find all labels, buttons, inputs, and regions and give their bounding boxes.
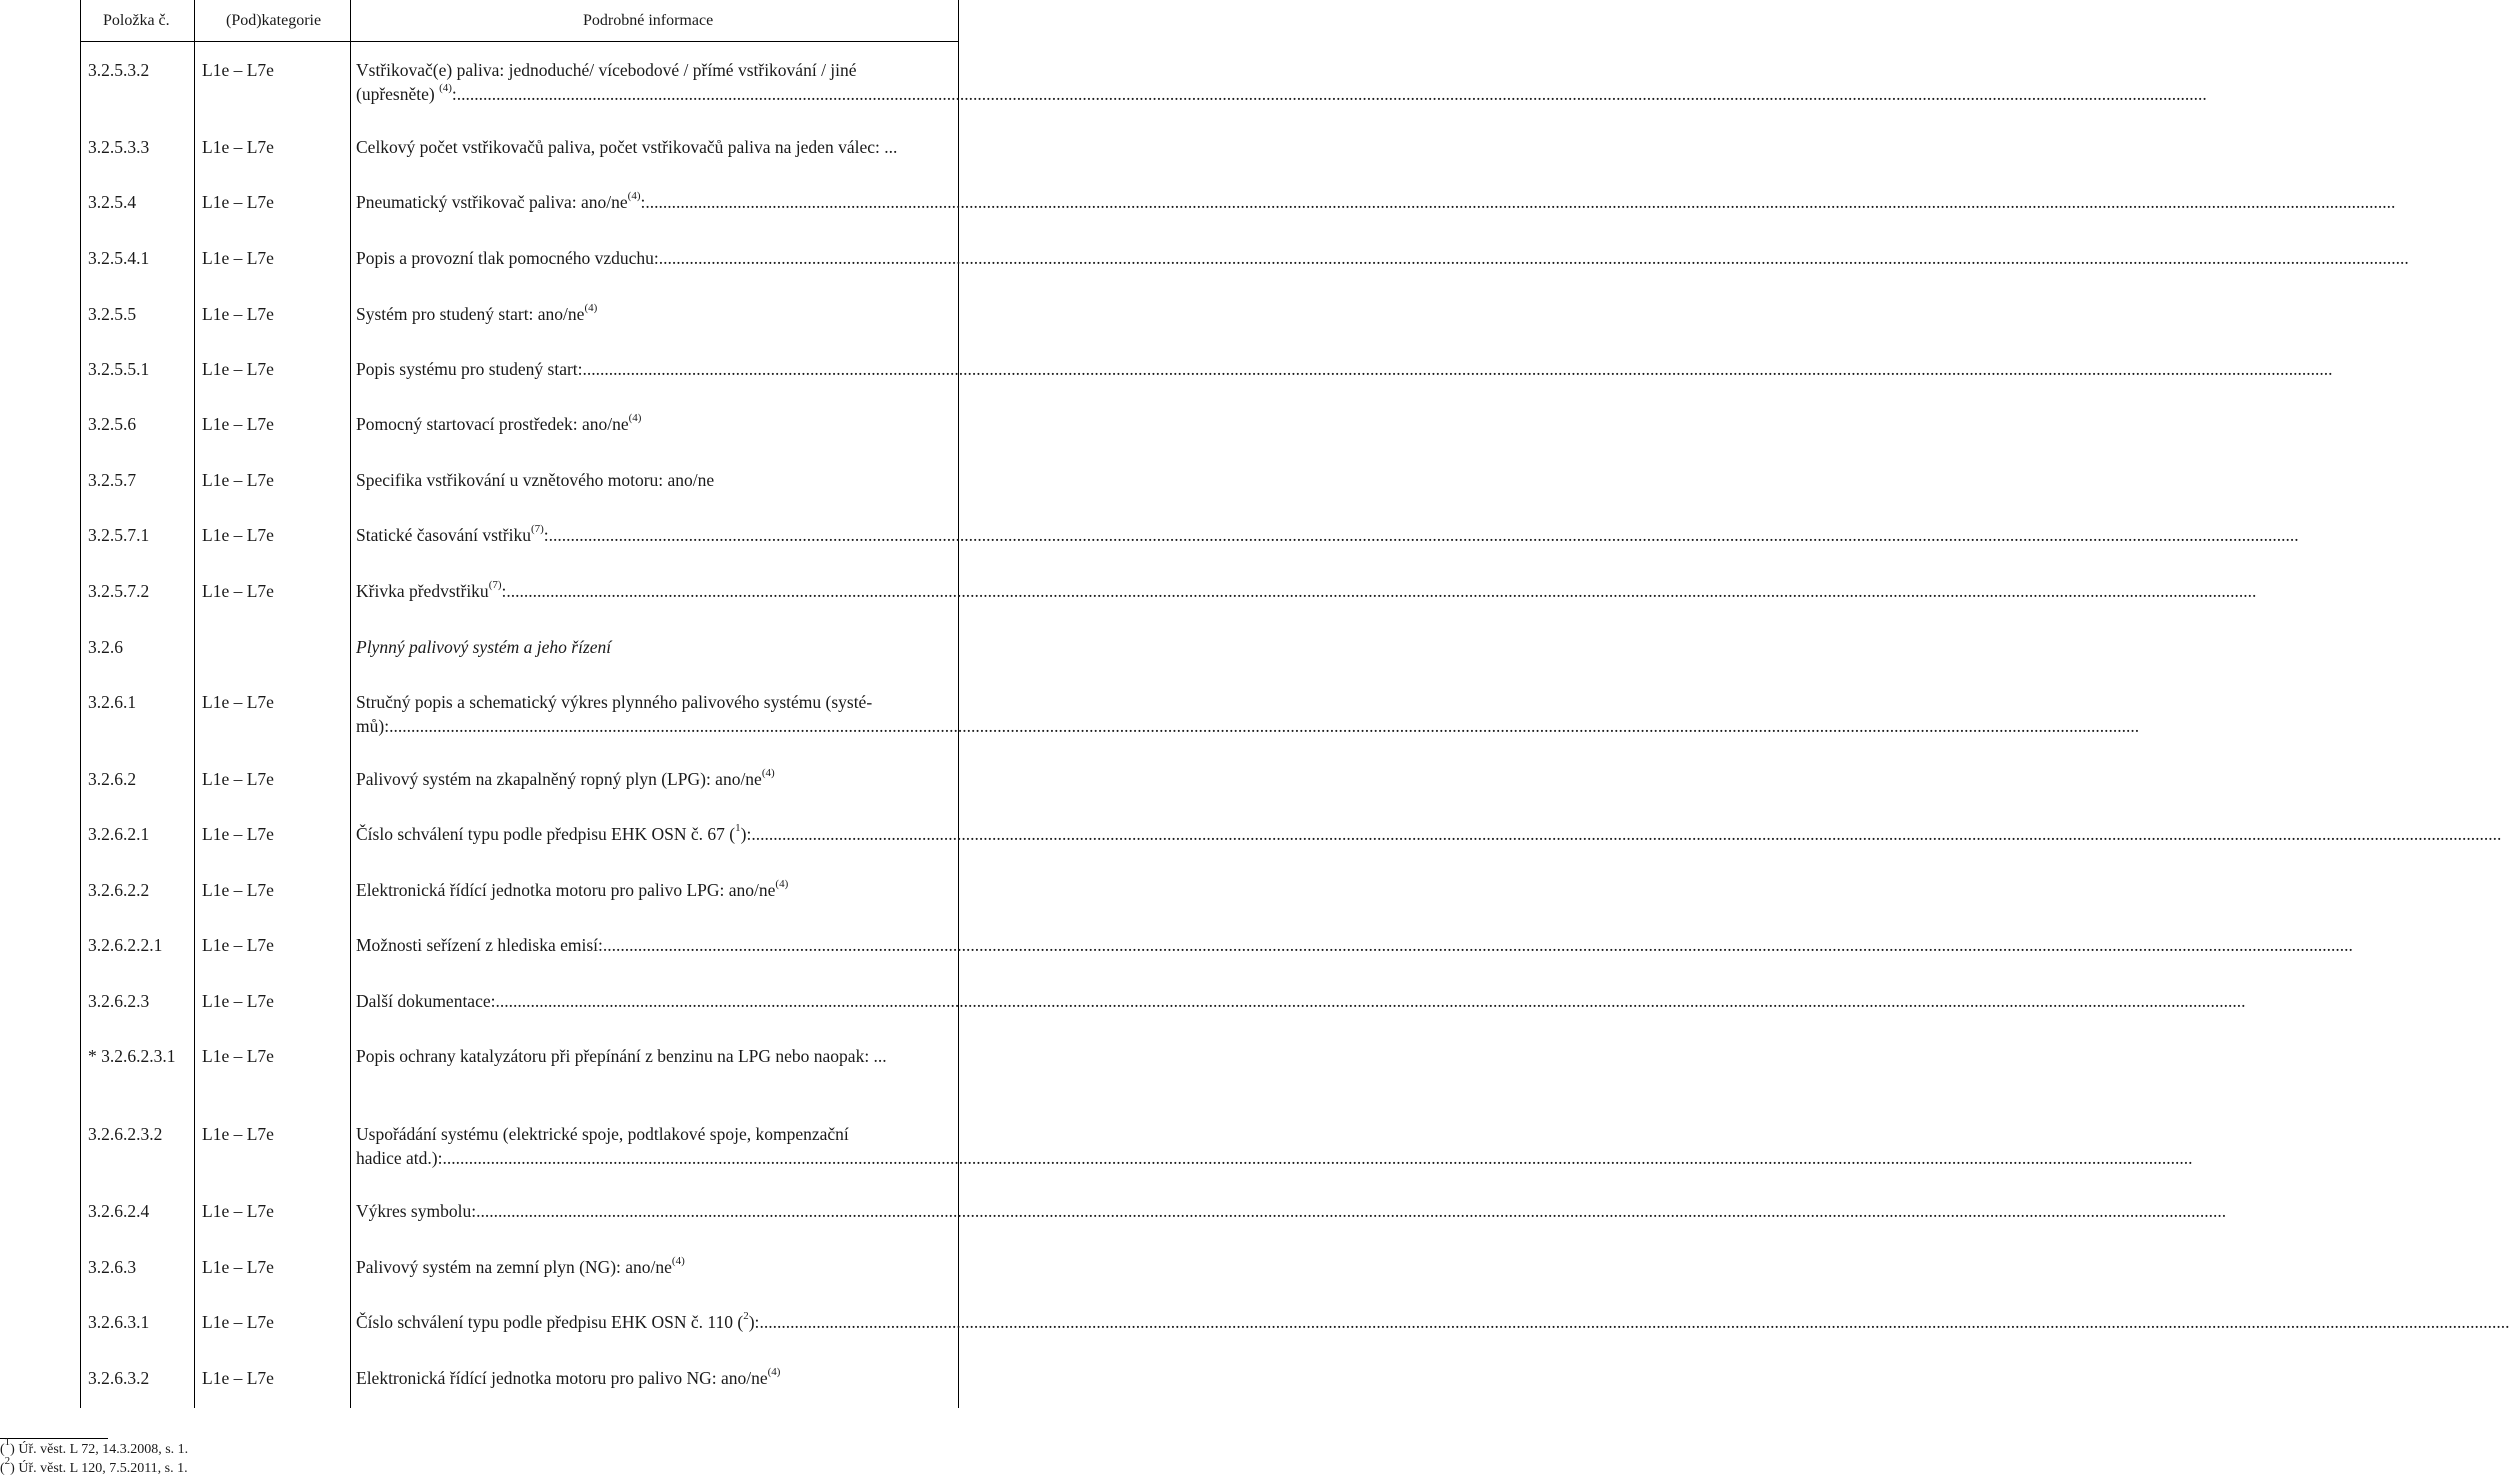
dot-leader: ................................................................................................................................................................................................................................................................................................................................................................................................................: [548, 525, 2299, 545]
row-category: L1e – L7e: [202, 1368, 274, 1388]
row-item-number: 3.2.5.4.1: [88, 248, 150, 268]
row-category: L1e – L7e: [202, 304, 274, 324]
row-details: [356, 767, 951, 791]
row-details: [356, 989, 2246, 1013]
row-details-text: Pomocný startovací prostředek: ano/ne: [356, 414, 629, 434]
footnote-ref: (4): [775, 878, 789, 891]
row-item-number: 3.2.6.2: [88, 769, 137, 789]
row-details-text: (upřesněte): [356, 84, 440, 104]
dot-leader: ................................................................................................................................................................................................................................................................................................................................................................................................................: [658, 248, 2409, 268]
row-details-text: Pneumatický vstřikovač paliva: ano/ne: [356, 192, 628, 212]
header-item-number: Položka č.: [103, 12, 170, 29]
dot-leader: ................................................................................................................................................................................................................................................................................................................................................................................................................: [751, 824, 2502, 844]
dot-leader: ................................................................................................................................................................................................................................................................................................................................................................................................................: [506, 581, 2257, 601]
footnote-mark: 2: [4, 1455, 11, 1468]
row-details: Popis ochrany katalyzátoru při přepínání z benzinu na LPG nebo naopak: ...: [356, 1046, 887, 1066]
header-category: (Pod)kategorie: [226, 12, 322, 29]
row-category: L1e – L7e: [202, 581, 274, 601]
row-item-number: 3.2.5.3.2: [88, 60, 150, 80]
footnote: ($^2$) Úř. věst. L 120, 7.5.2011, s. 1.: [0, 1455, 188, 1476]
row-category: L1e – L7e: [202, 248, 274, 268]
footnote-ref: (4): [761, 767, 775, 780]
table-left-border: [80, 0, 81, 1408]
dot-leader: ................................................................................................................................................................................................................................................................................................................................................................................................................: [759, 1312, 2509, 1332]
row-item-number: 3.2.5.7.2: [88, 581, 150, 601]
row-item-number: 3.2.6.3: [88, 1257, 137, 1277]
row-details-line: [356, 714, 2140, 738]
footnote-ref: (4): [627, 190, 641, 203]
row-details-text: Elektronická řídící jednotka motoru pro palivo NG: ano/ne: [356, 1368, 768, 1388]
row-details: [356, 933, 2353, 957]
dot-leader: ................................................................................................................................................................................................................................................................................................................................................................................................................: [645, 192, 2396, 212]
footnote-ref: (7): [530, 523, 544, 536]
footnote-ref: (7): [488, 579, 502, 592]
row-item-number: 3.2.6.2.4: [88, 1201, 150, 1221]
footnote-separator: [0, 1438, 108, 1439]
row-details: [356, 822, 2502, 846]
footnote-ref: (4): [628, 412, 642, 425]
row-details: [356, 58, 2207, 106]
row-details: [356, 1310, 2509, 1334]
row-details: [356, 412, 951, 436]
row-category: L1e – L7e: [202, 1046, 274, 1066]
footnote-ref: (4): [671, 1255, 685, 1268]
row-details: [356, 246, 2409, 270]
row-details: [356, 357, 2333, 381]
dot-leader: ................................................................................................................................................................................................................................................................................................................................................................................................................: [582, 359, 2333, 379]
row-item-number: 3.2.6.1: [88, 692, 137, 712]
row-details-text: Výkres symbolu:: [356, 1201, 477, 1221]
row-category: L1e – L7e: [202, 414, 274, 434]
dot-leader: ................................................................................................................................................................................................................................................................................................................................................................................................................: [495, 991, 2246, 1011]
row-details: [356, 1366, 951, 1390]
row-item-number: * 3.2.6.2.3.1: [88, 1046, 176, 1066]
row-details: [356, 302, 951, 326]
row-category: L1e – L7e: [202, 1201, 274, 1221]
row-details: [356, 878, 951, 902]
row-item-number: 3.2.6.2.1: [88, 824, 150, 844]
row-category: L1e – L7e: [202, 1257, 274, 1277]
row-item-number: 3.2.6.3.1: [88, 1312, 150, 1332]
row-category: L1e – L7e: [202, 1312, 274, 1332]
row-details-text: Popis a provozní tlak pomocného vzduchu:: [356, 248, 659, 268]
row-category: L1e – L7e: [202, 60, 274, 80]
row-item-number: 3.2.5.5.1: [88, 359, 150, 379]
row-details-text: ):: [740, 824, 752, 844]
row-details: Celkový počet vstřikovačů paliva, počet vstřikovačů paliva na jeden válec: ...: [356, 137, 898, 157]
row-details-text: Křivka předvstřiku: [356, 581, 489, 601]
row-category: L1e – L7e: [202, 991, 274, 1011]
row-details-text: mů):: [356, 716, 390, 736]
row-details: [356, 1122, 2193, 1170]
row-details-text: :: [640, 192, 646, 212]
row-item-number: 3.2.5.5: [88, 304, 137, 324]
row-category: L1e – L7e: [202, 359, 274, 379]
section-heading: Plynný palivový systém a jeho řízení: [356, 637, 612, 657]
row-details: [356, 579, 2257, 603]
row-category: L1e – L7e: [202, 769, 274, 789]
row-category: L1e – L7e: [202, 824, 274, 844]
row-item-number: 3.2.6: [88, 637, 123, 657]
row-details: [356, 523, 2299, 547]
dot-leader: ................................................................................................................................................................................................................................................................................................................................................................................................................: [476, 1201, 2227, 1221]
column-divider-2: [350, 0, 351, 1408]
row-category: L1e – L7e: [202, 1124, 274, 1144]
row-item-number: 3.2.6.2.3.2: [88, 1124, 163, 1144]
row-category: L1e – L7e: [202, 470, 274, 490]
header-details: Podrobné informace: [583, 12, 714, 29]
row-details-line: Vstřikovač(e) paliva: jednoduché/ vícebodové / přímé vstřikování / jiné: [356, 60, 857, 80]
dot-leader: ................................................................................................................................................................................................................................................................................................................................................................................................................: [456, 84, 2207, 104]
footnote-ref: 1: [735, 822, 741, 835]
row-category: L1e – L7e: [202, 692, 274, 712]
row-details-line: [356, 1146, 2193, 1170]
footnote-text: Úř. věst. L 72, 14.3.2008, s. 1.: [18, 1442, 189, 1457]
row-details-text: :: [543, 525, 549, 545]
row-item-number: 3.2.6.2.2.1: [88, 935, 163, 955]
row-details-text: :: [501, 581, 507, 601]
row-details-text: Palivový systém na zemní plyn (NG): ano/ne: [356, 1257, 672, 1277]
row-details-line: [356, 82, 2207, 106]
row-category: L1e – L7e: [202, 137, 274, 157]
row-category: L1e – L7e: [202, 935, 274, 955]
row-details: [356, 690, 2140, 738]
footnote-text: Úř. věst. L 120, 7.5.2011, s. 1.: [18, 1461, 188, 1476]
footnote-ref: 2: [743, 1310, 749, 1323]
row-details-text: :: [451, 84, 457, 104]
row-details-line: Uspořádání systému (elektrické spoje, podtlakové spoje, kompenzační: [356, 1124, 849, 1144]
row-details-text: Číslo schválení typu podle předpisu EHK OSN č. 110 (: [356, 1312, 744, 1332]
row-details-text: Další dokumentace:: [356, 991, 496, 1011]
row-category: L1e – L7e: [202, 880, 274, 900]
column-divider-1: [194, 0, 195, 1408]
row-details-text: Možnosti seřízení z hlediska emisí:: [356, 935, 603, 955]
row-item-number: 3.2.5.3.3: [88, 137, 150, 157]
row-details-line: Stručný popis a schematický výkres plynného palivového systému (systé-: [356, 692, 873, 712]
footnote-ref: (4): [439, 82, 452, 95]
row-category: L1e – L7e: [202, 525, 274, 545]
row-details: [356, 1255, 951, 1279]
row-item-number: 3.2.6.3.2: [88, 1368, 150, 1388]
row-details-text: Statické časování vstřiku: [356, 525, 531, 545]
dot-leader: ................................................................................................................................................................................................................................................................................................................................................................................................................: [442, 1148, 2193, 1168]
row-details-text: ):: [748, 1312, 760, 1332]
row-details: [356, 190, 2396, 214]
row-details-text: Popis systému pro studený start:: [356, 359, 583, 379]
row-details-text: Elektronická řídící jednotka motoru pro palivo LPG: ano/ne: [356, 880, 776, 900]
row-details-text: Palivový systém na zkapalněný ropný plyn (LPG): ano/ne: [356, 769, 762, 789]
row-item-number: 3.2.5.7: [88, 470, 137, 490]
footnote-ref: (4): [584, 302, 598, 315]
row-item-number: 3.2.5.7.1: [88, 525, 150, 545]
row-details: Specifika vstřikování u vznětového motoru: ano/ne: [356, 470, 715, 490]
dot-leader: ................................................................................................................................................................................................................................................................................................................................................................................................................: [389, 716, 2140, 736]
dot-leader: ................................................................................................................................................................................................................................................................................................................................................................................................................: [602, 935, 2353, 955]
row-item-number: 3.2.5.4: [88, 192, 137, 212]
row-details-text: Číslo schválení typu podle předpisu EHK OSN č. 67 (: [356, 824, 736, 844]
row-item-number: 3.2.6.2.3: [88, 991, 150, 1011]
row-details-text: hadice atd.):: [356, 1148, 443, 1168]
row-category: L1e – L7e: [202, 192, 274, 212]
footnote-mark: 1: [4, 1436, 11, 1449]
row-details-text: Systém pro studený start: ano/ne: [356, 304, 585, 324]
header-divider: [80, 41, 958, 42]
row-details: [356, 1199, 2227, 1223]
footnote-ref: (4): [767, 1366, 781, 1379]
row-item-number: 3.2.6.2.2: [88, 880, 150, 900]
footnote: ($^1$) Úř. věst. L 72, 14.3.2008, s. 1.: [0, 1436, 189, 1457]
row-item-number: 3.2.5.6: [88, 414, 137, 434]
